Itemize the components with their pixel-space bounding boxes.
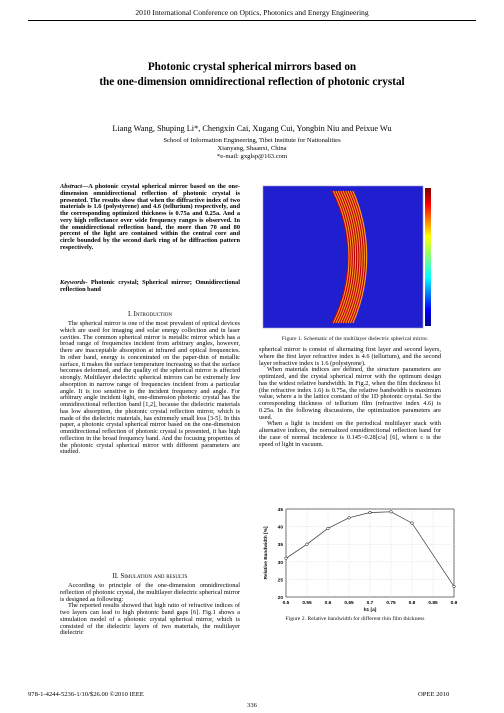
paper-title-line1: Photonic crystal spherical mirrors based on	[147, 61, 357, 73]
figure1-caption: Figure 1. Schematic of the multilayer dielectric spherical mirror.	[281, 336, 429, 342]
footer-isbn: 978-1-4244-5236-1/10/$26.00 ©2010 IEEE	[28, 691, 144, 698]
section1-paragraph: The spherical mirror is one of the most prevalent of optical devices which are used for imaging and solar energy collection and in laser cavities. The common spherical mirror is metallic mirror which has a broad range of frequencies incident from arbitrary angles, however, there are inacceptable absorption at infrared and optical frequencies. In other hand, energy is concentrated on the paper-thin of metallic surface, it makes the surface temperature increasing so that the surface becomes deformed, and the quality of the spherical mirror is affected strongly. Multilayer dielectric spherical mirrors can be extremely low absorption in narrow range of frequencies incident from a particular angle. It is too sensitive to the incident frequency and angle. For arbitrary angle incident light, one-dimension photonic crystal has the omnidirectional reflection band [1,2], because the dielectric materials has low absorption, the photonic crystal reflection mirror, which is made of the dielectric materials, has extremely small loss [3-5]. In this paper, a photonic crystal spherical mirror based on the one-dimension omnidirectional reflection of photonic crystal is presented, it has high reflection in the broad frequency band. And the focusing properties of the photonic crystal spherical mirror with different parameters are studied.	[60, 320, 240, 456]
abstract-label: Abstract—	[60, 183, 89, 190]
affiliation-email: *e-mail: gxglsp@163.com	[216, 153, 288, 160]
x-tick-label: 0.5	[282, 601, 290, 606]
y-tick-label: 20	[277, 596, 283, 601]
section1-heading: I. Introduction	[127, 311, 173, 318]
y-tick-label: 30	[277, 560, 283, 566]
conference-header: 2010 International Conference on Optics, Photonics and Energy Engineering	[135, 8, 369, 17]
x-tick-label: 0.55	[302, 601, 312, 606]
y-axis-label: Relative Bandwidth [%]	[264, 526, 269, 580]
data-point	[411, 522, 414, 525]
data-point	[369, 511, 372, 514]
right-paragraph3: When a light is incident on the periodical multilayer stack with alternative indices, the normalized omnidirectional reflection band for the case of normal incidence is 0.145~0.28[c/a] [6], where c is the speed of light in vacuum.	[259, 420, 441, 448]
x-tick-label: 0.6	[324, 601, 332, 606]
keywords-label: Keywords-	[60, 279, 88, 286]
y-tick-label: 40	[277, 525, 283, 531]
header-rule	[28, 20, 476, 21]
data-point	[390, 511, 393, 514]
x-axis-label: h1 [a]	[363, 608, 377, 613]
x-tick-label: 0.7	[366, 601, 374, 606]
paper-title-line2: the one-dimension omnidirectional reflection of photonic crystal	[99, 76, 405, 88]
affiliation-line1: School of Information Engineering, Tibet Institute for Nationalities	[163, 137, 341, 144]
data-point	[348, 517, 351, 520]
section2-paragraph2: The reported results showed that high ratio of refractive indices of two layers can lead to high photonic band gaps [6]. Fig.1 shows a simulation model of a photonic crystal spherical mirror, which is consisted of the dielectric layers of two materials, the multilayer dielectric	[60, 602, 240, 637]
data-point	[453, 585, 456, 588]
figure2-caption: Figure 2. Relative bandwidth for different thin film thickness	[285, 616, 425, 622]
y-tick-label: 25	[277, 578, 283, 584]
abstract	[60, 184, 240, 252]
x-tick-label: 0.9	[450, 601, 458, 606]
data-point	[306, 543, 309, 546]
right-column-body	[259, 347, 441, 448]
y-tick-label: 35	[277, 543, 283, 549]
affiliation-line2: Xianyang, Shaanxi, China	[217, 145, 287, 152]
section1-body	[60, 321, 240, 456]
section2-heading: II. Simulation and results	[112, 573, 188, 580]
figure2-chart	[260, 505, 460, 613]
keywords	[60, 280, 240, 294]
page-number: 336	[247, 702, 257, 709]
y-tick-label: 45	[277, 508, 283, 513]
authors: Liang Wang, Shuping Li*, Chengxin Cai, Xugang Cui, Yongbin Niu and Peixue Wu	[112, 124, 392, 133]
x-tick-label: 0.8	[408, 601, 416, 606]
data-point	[327, 527, 330, 530]
footer-venue: OPEE 2010	[418, 691, 450, 698]
figure1-image	[262, 184, 448, 332]
abstract-text: A photonic crystal spherical mirror based on the one-dimension omnidirectional reflection of photonic crystal is presented. The results show that when the diffractive index of two materials is 1.6 (polystyrene) and 4.6 (tellurium) respectively, and the corresponding optimized thickness is 0.75a and 0.25a. And a very high reflectance over wide frequency ranges is observed. In the omnidirectional reflection band, the more than 70 and 80 percent of the light are contained within the central core and circle bounded by the second dark ring of he diffraction pattern respectively.	[60, 183, 240, 251]
section2-paragraph1: According to principle of the one-dimension omnidirectional reflection of photonic crystal, the multilayer dielectric spherical mirror is designed as following:	[60, 582, 240, 603]
right-paragraph1: spherical mirror is consist of alternating first layer and second layers, where the first layer refractive index is 4.6 (tellurium), and the second layer refractive index is 1.6 (polystyrene).	[259, 346, 441, 367]
figure1-colorbar	[425, 188, 431, 326]
section2-body	[60, 583, 240, 637]
x-tick-label: 0.65	[344, 601, 354, 606]
data-point	[285, 557, 288, 560]
right-paragraph2: When materials indices are defined, the structure parameters are optimized, and the crystal spherical mirror with the optimum design has the widest relative bandwidth. In Fig.2, when the film thickness h1 (the refractive index 1.6) is 0.75a, the relative bandwidth is maximum value, where a is the lattice constant of the 1D photonic crystal. So the corresponding thickness of tellurium film (refractive index 4.6) is 0.25a. In the following discussions, the optimization parameters are used.	[259, 366, 441, 421]
keywords-text: Photonic crystal; Spherical mirror; Omnidirectional reflection band	[60, 279, 240, 293]
x-tick-label: 0.85	[428, 601, 438, 606]
x-tick-label: 0.75	[386, 601, 396, 606]
